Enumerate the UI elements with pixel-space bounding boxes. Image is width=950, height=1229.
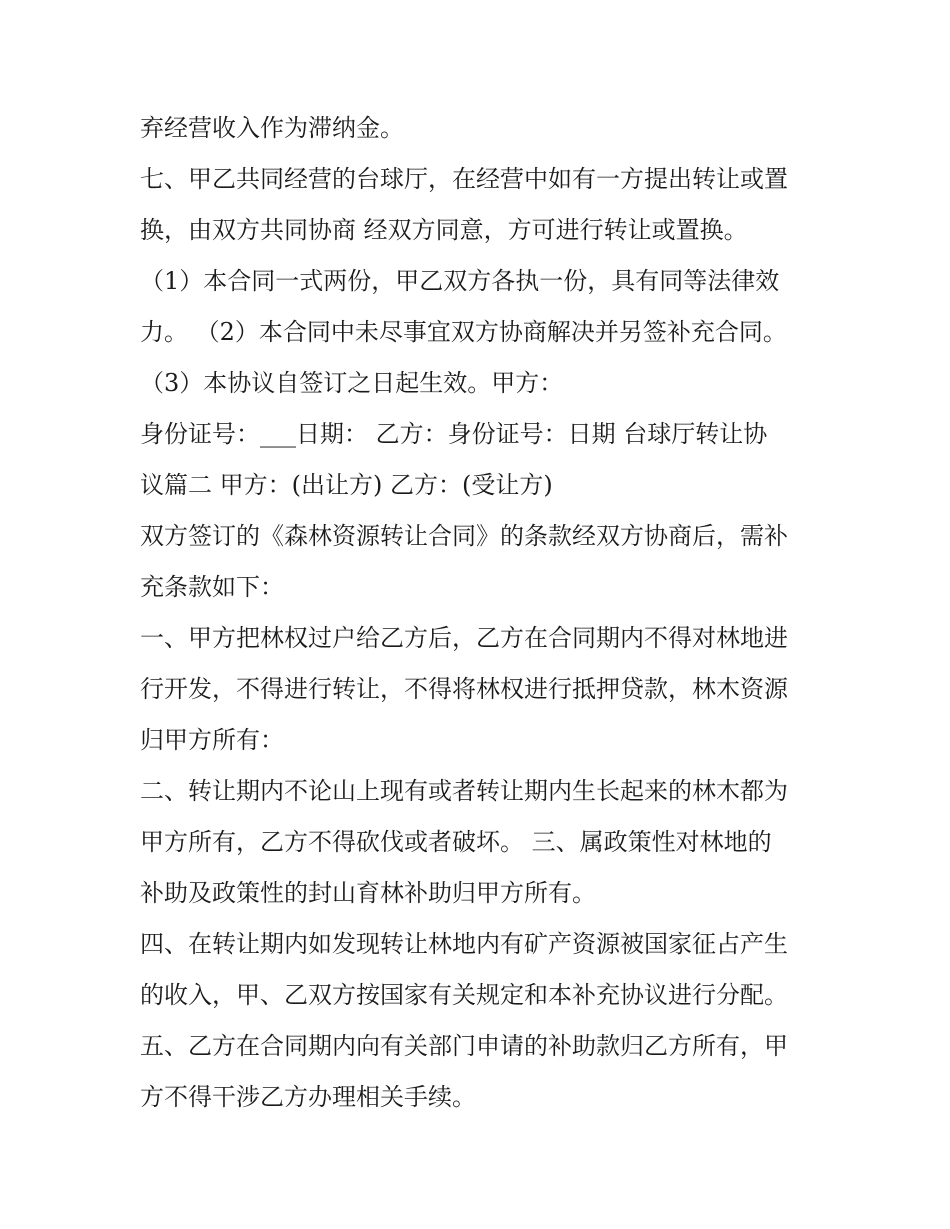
text-line: 换，由双方共同协商 经双方同意，方可进行转让或置换。 <box>140 216 748 244</box>
text-line: 双方签订的《森林资源转让合同》的条款经双方协商后，需补 <box>140 522 788 550</box>
text-line: 补助及政策性的封山育林补助归甲方所有。 <box>140 879 596 907</box>
text-line: 力。 （2）本合同中未尽事宜双方协商解决并另签补充合同。 <box>140 318 787 346</box>
text-line: 五、乙方在合同期内向有关部门申请的补助款归乙方所有，甲 <box>140 1032 788 1060</box>
text-line: 七、甲乙共同经营的台球厅，在经营中如有一方提出转让或置 <box>140 165 788 193</box>
text-line: 归甲方所有： <box>140 726 284 754</box>
text-line: 弃经营收入作为滞纳金。 <box>140 114 404 142</box>
text-line: 行开发，不得进行转让，不得将林权进行抵押贷款，林木资源 <box>140 675 788 703</box>
text-line: 方不得干涉乙方办理相关手续。 <box>140 1083 476 1111</box>
text-line: 议篇二 甲方：(出让方) 乙方：(受让方) <box>140 471 553 499</box>
text-line: （1）本合同一式两份，甲乙双方各执一份，具有同等法律效 <box>140 267 780 295</box>
text-line: 甲方所有，乙方不得砍伐或者破坏。 三、属政策性对林地的 <box>140 828 772 856</box>
text-line: 四、在转让期内如发现转让林地内有矿产资源被国家征占产生 <box>140 930 788 958</box>
text-line: 身份证号：___日期： 乙方：身份证号：日期 台球厅转让协 <box>140 420 768 448</box>
text-line: 的收入，甲、乙双方按国家有关规定和本补充协议进行分配。 <box>140 981 788 1009</box>
text-line: 二、转让期内不论山上现有或者转让期内生长起来的林木都为 <box>140 777 788 805</box>
text-line: 充条款如下： <box>140 573 284 601</box>
text-line: （3）本协议自签订之日起生效。甲方： <box>140 369 564 397</box>
text-line: 一、甲方把林权过户给乙方后，乙方在合同期内不得对林地进 <box>140 624 788 652</box>
